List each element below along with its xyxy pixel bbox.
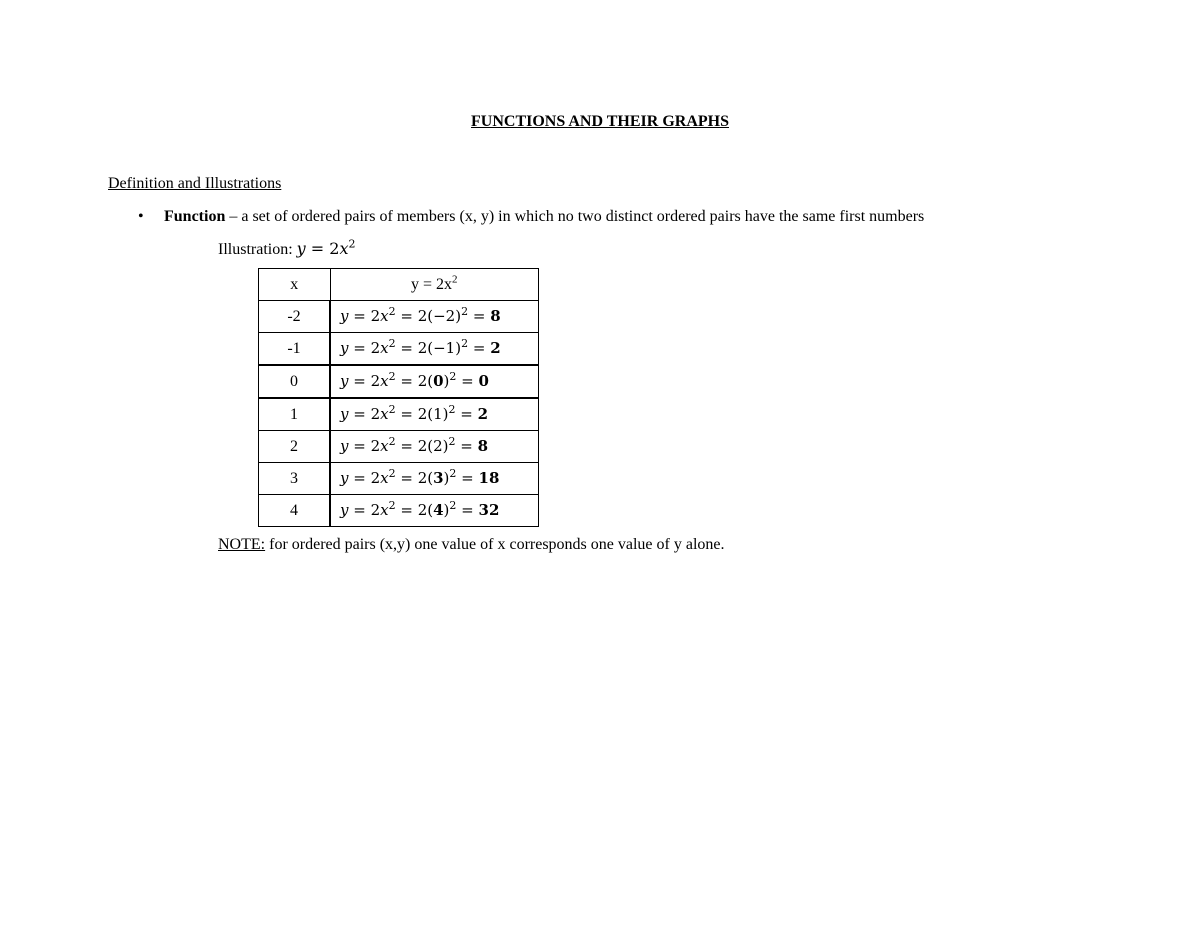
term-function: Function xyxy=(164,208,226,225)
document-title: FUNCTIONS AND THEIR GRAPHS xyxy=(471,113,729,130)
table-header-row xyxy=(259,269,539,301)
table-row xyxy=(259,365,539,398)
row-x-value: 4 xyxy=(259,495,331,527)
header-x: x xyxy=(259,269,331,301)
header-y: $y = 2x^2$ xyxy=(330,269,539,301)
row-y-expression: $y = 2x^2 = 2(0)^2 = 0$ xyxy=(330,365,539,398)
bullet-icon: • xyxy=(138,208,144,225)
row-y-expression: $y = 2x^2 = 2(2)^2 = 8$ xyxy=(330,431,539,463)
table-row xyxy=(259,333,539,366)
row-x-value: 0 xyxy=(259,365,331,398)
note-label: NOTE: xyxy=(218,536,266,553)
row-y-expression: $y = 2x^2 = 2(4)^2 = 32$ xyxy=(330,495,539,527)
row-x-value: -1 xyxy=(259,333,331,366)
table-row xyxy=(259,398,539,431)
row-y-expression: $y = 2x^2 = 2(1)^2 = 2$ xyxy=(330,398,539,431)
illustration-equation: $y = 2x^2$ xyxy=(296,237,356,258)
definition-text: – a set of ordered pairs of members (x, y) in which no two distinct ordered pairs have the same first numbers xyxy=(225,208,925,225)
row-y-expression: $y = 2x^2 = 2(-2)^2 = 8$ xyxy=(330,301,539,333)
note-line xyxy=(218,535,725,555)
row-x-value: -2 xyxy=(259,301,331,333)
section-heading: Definition and Illustrations xyxy=(108,175,282,192)
values-table xyxy=(258,268,539,527)
note-text: for ordered pairs (x,y) one value of x corresponds one value of y alone. xyxy=(265,536,725,553)
table-row xyxy=(259,463,539,495)
row-x-value: 3 xyxy=(259,463,331,495)
illustration-line xyxy=(218,239,356,260)
table-row xyxy=(259,431,539,463)
row-x-value: 1 xyxy=(259,398,331,431)
row-y-expression: $y = 2x^2 = 2(-1)^2 = 2$ xyxy=(330,333,539,366)
table-row xyxy=(259,301,539,333)
illustration-label: Illustration: xyxy=(218,241,293,258)
row-y-expression: $y = 2x^2 = 2(3)^2 = 18$ xyxy=(330,463,539,495)
definition-bullet xyxy=(138,207,924,227)
table-row xyxy=(259,495,539,527)
row-x-value: 2 xyxy=(259,431,331,463)
